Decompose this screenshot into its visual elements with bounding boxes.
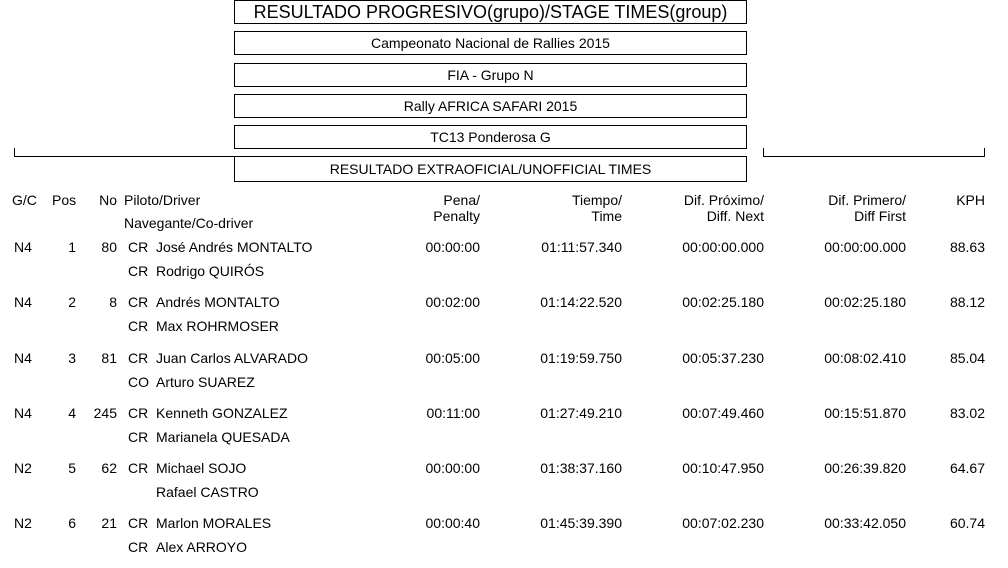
col-header-penalty-line2: Penalty [433, 208, 480, 224]
cell-gc: N4 [14, 294, 32, 310]
cell-no: 8 [109, 294, 117, 310]
cell-codriver-nationality: CR [128, 263, 149, 279]
cell-no: 21 [101, 515, 117, 531]
cell-codriver-nationality: CR [128, 318, 149, 334]
cell-gc: N2 [14, 460, 32, 476]
cell-driver-nationality: CR [128, 460, 149, 476]
col-header-time-line2: Time [591, 208, 622, 224]
cell-codriver: Alex ARROYO [156, 539, 248, 555]
cell-penalty: 00:02:00 [425, 294, 480, 310]
cell-driver-nationality: CR [128, 405, 149, 421]
col-header-no: No [99, 192, 117, 208]
cell-pos: 5 [68, 460, 76, 476]
cell-no: 81 [101, 350, 117, 366]
cell-gc: N2 [14, 515, 32, 531]
col-header-kph: KPH [956, 192, 985, 208]
cell-driver: Andrés MONTALTO [156, 294, 280, 310]
cell-time: 01:45:39.390 [540, 515, 622, 531]
cell-codriver: Rafael CASTRO [156, 484, 259, 500]
cell-time: 01:38:37.160 [540, 460, 622, 476]
stage-name: TC13 Ponderosa G [234, 125, 747, 149]
cell-diff-next: 00:10:47.950 [682, 460, 764, 476]
cell-pos: 2 [68, 294, 76, 310]
report-title: RESULTADO PROGRESIVO(grupo)/STAGE TIMES(group) [234, 0, 747, 24]
cell-kph: 64.67 [949, 460, 985, 476]
cell-driver-nationality: CR [128, 515, 149, 531]
cell-gc: N4 [14, 239, 32, 255]
cell-kph: 85.04 [949, 350, 985, 366]
cell-pos: 6 [68, 515, 76, 531]
cell-driver: Juan Carlos ALVARADO [156, 350, 308, 366]
cell-driver: José Andrés MONTALTO [156, 239, 313, 255]
col-header-diff-first-line2: Diff First [854, 208, 906, 224]
event-name: Rally AFRICA SAFARI 2015 [234, 94, 747, 118]
cell-driver: Marlon MORALES [156, 515, 272, 531]
col-header-penalty-line1: Pena/ [443, 192, 480, 208]
status-banner: RESULTADO EXTRAOFICIAL/UNOFFICIAL TIMES [234, 156, 747, 182]
right-bracket-divider [763, 148, 985, 157]
cell-diff-first: 00:26:39.820 [824, 460, 906, 476]
col-header-diff-next-line2: Diff. Next [706, 208, 764, 224]
cell-penalty: 00:05:00 [425, 350, 480, 366]
cell-codriver-nationality: CR [128, 539, 149, 555]
championship-name: Campeonato Nacional de Rallies 2015 [234, 31, 747, 55]
cell-diff-next: 00:07:49.460 [682, 405, 764, 421]
cell-diff-first: 00:33:42.050 [824, 515, 906, 531]
cell-diff-first: 00:02:25.180 [824, 294, 906, 310]
cell-driver: Kenneth GONZALEZ [156, 405, 288, 421]
cell-codriver: Rodrigo QUIRÓS [156, 263, 265, 279]
cell-codriver: Marianela QUESADA [156, 429, 290, 445]
cell-gc: N4 [14, 350, 32, 366]
cell-penalty: 00:00:00 [425, 239, 480, 255]
col-header-codriver: Navegante/Co-driver [124, 215, 254, 231]
cell-time: 01:27:49.210 [540, 405, 622, 421]
cell-gc: N4 [14, 405, 32, 421]
cell-diff-next: 00:02:25.180 [682, 294, 764, 310]
left-bracket-divider [14, 148, 235, 157]
cell-driver-nationality: CR [128, 294, 149, 310]
cell-diff-next: 00:00:00.000 [682, 239, 764, 255]
cell-no: 80 [101, 239, 117, 255]
cell-penalty: 00:11:00 [426, 405, 480, 421]
cell-codriver-nationality: CR [128, 429, 149, 445]
cell-driver-nationality: CR [128, 239, 149, 255]
cell-kph: 88.63 [949, 239, 985, 255]
cell-codriver-nationality: CO [128, 374, 149, 390]
cell-diff-first: 00:00:00.000 [824, 239, 906, 255]
cell-penalty: 00:00:00 [425, 460, 480, 476]
cell-pos: 3 [68, 350, 76, 366]
cell-time: 01:19:59.750 [540, 350, 622, 366]
cell-diff-next: 00:05:37.230 [682, 350, 764, 366]
cell-time: 01:14:22.520 [540, 294, 622, 310]
col-header-gc: G/C [12, 192, 37, 208]
category-name: FIA - Grupo N [234, 63, 747, 87]
cell-diff-first: 00:15:51.870 [824, 405, 906, 421]
cell-kph: 88.12 [949, 294, 985, 310]
cell-pos: 1 [68, 239, 76, 255]
cell-time: 01:11:57.340 [541, 239, 622, 255]
cell-driver-nationality: CR [128, 350, 149, 366]
cell-diff-next: 00:07:02.230 [682, 515, 764, 531]
cell-no: 62 [101, 460, 117, 476]
col-header-pos: Pos [52, 192, 77, 208]
cell-codriver: Arturo SUAREZ [156, 374, 255, 390]
col-header-time-line1: Tiempo/ [571, 192, 622, 208]
cell-pos: 4 [68, 405, 76, 421]
cell-kph: 60.74 [949, 515, 985, 531]
col-header-driver: Piloto/Driver [124, 192, 201, 208]
cell-no: 245 [93, 405, 117, 421]
cell-driver: Michael SOJO [156, 460, 247, 476]
col-header-diff-first-line1: Dif. Primero/ [828, 192, 906, 208]
cell-codriver: Max ROHRMOSER [156, 318, 279, 334]
col-header-diff-next-line1: Dif. Próximo/ [683, 192, 764, 208]
cell-penalty: 00:00:40 [425, 515, 480, 531]
cell-diff-first: 00:08:02.410 [824, 350, 906, 366]
cell-kph: 83.02 [949, 405, 985, 421]
